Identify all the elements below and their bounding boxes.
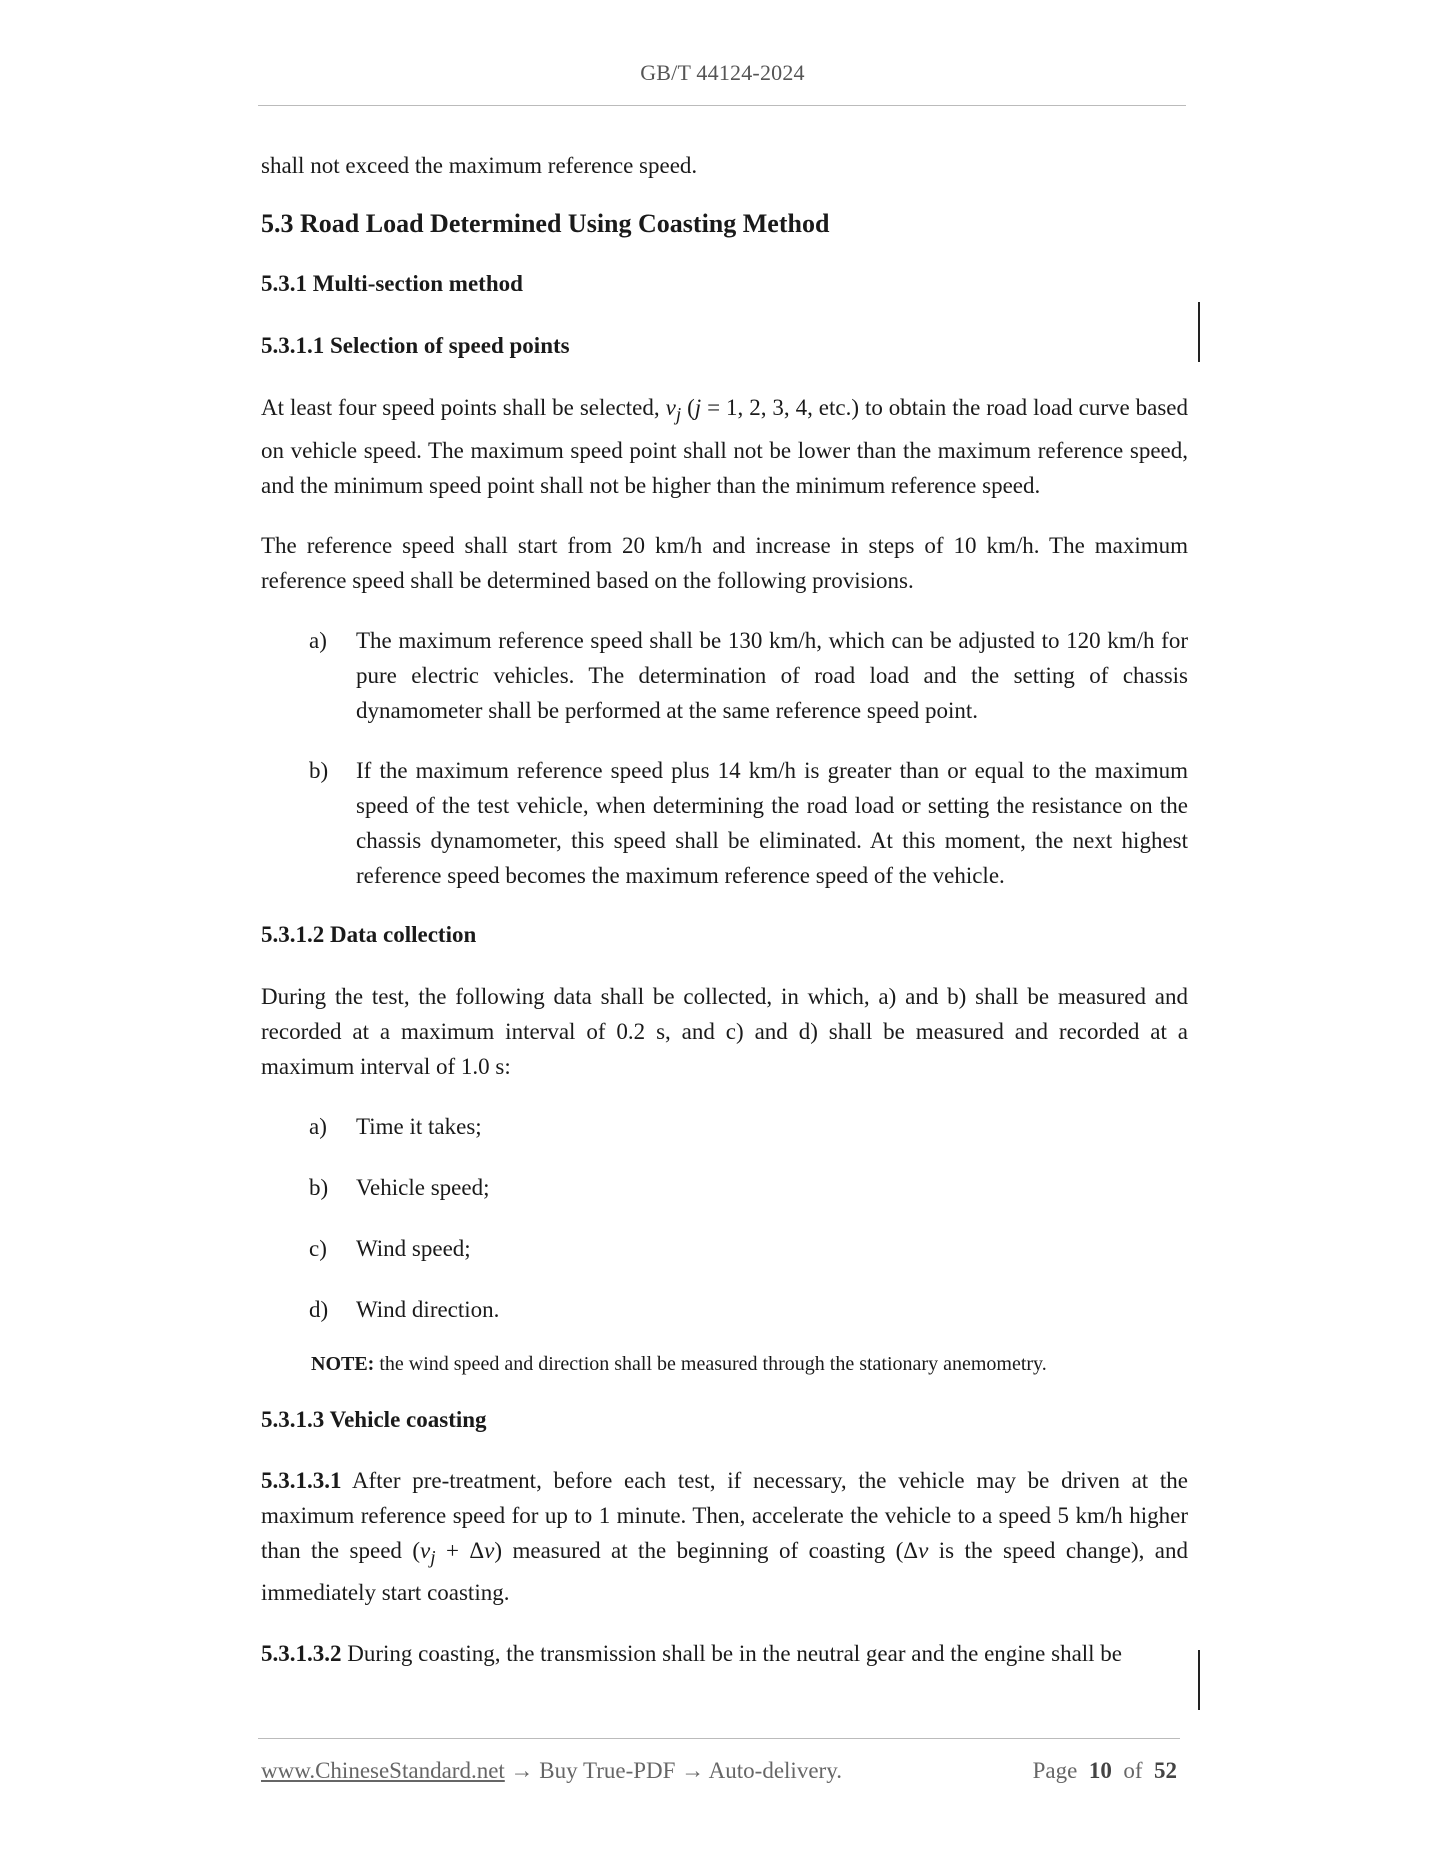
footer-promo (261, 1758, 842, 1784)
subsection-heading: 5.3.1.3 Vehicle coasting (261, 1406, 487, 1432)
subsection-heading: 5.3.1 Multi-section method (261, 271, 523, 296)
subsection-heading: 5.3.1.2 Data collection (261, 921, 477, 947)
change-bar (1198, 302, 1200, 362)
list-marker: d) (309, 1296, 329, 1322)
math-subscript: j (675, 404, 682, 426)
list-marker: b) (309, 1174, 329, 1200)
arrow-icon: → (675, 1758, 709, 1783)
paragraph: shall not exceed the maximum reference speed. (261, 153, 698, 178)
document-header: GB/T 44124-2024 (640, 60, 805, 85)
list-item (261, 753, 1188, 893)
math-var: v (420, 1537, 431, 1563)
section-heading: 5.3 Road Load Determined Using Coasting Method (261, 209, 830, 238)
data-list (261, 1109, 1188, 1327)
text-run: is the speed change), and immediately start coasting. (261, 1537, 1188, 1606)
list-item (261, 1231, 1188, 1266)
paragraph: The reference speed shall start from 20 km/h and increase in steps of 10 km/h. The maximum reference speed shall be determined based on the following provisions. (261, 532, 1188, 593)
paragraph (261, 1636, 1188, 1671)
note (261, 1349, 1188, 1379)
clause-number: 5.3.1.3.1 (261, 1467, 342, 1493)
list-marker: a) (309, 627, 327, 653)
website-link[interactable]: www.ChineseStandard.net (261, 1758, 505, 1783)
text-run: + Δ (435, 1537, 485, 1563)
text-run: ( (681, 395, 695, 420)
header-divider (258, 105, 1186, 106)
list-item (261, 623, 1188, 728)
list-item (261, 1292, 1188, 1327)
note-label: NOTE: (311, 1352, 375, 1375)
list-item-text: If the maximum reference speed plus 14 km/h is greater than or equal to the maximum speed of the test vehicle, when determining the road load or setting the resistance on the chassis dynamometer, this speed shall be eliminated. At this moment, the next highest reference speed becomes the maximum reference speed of the vehicle. (356, 757, 1188, 888)
paragraph: During the test, the following data shall be collected, in which, a) and b) shall be measured and recorded at a maximum interval of 0.2 s, and c) and d) shall be measured and recorded at a maximum interval of 1.0 s: (261, 983, 1188, 1079)
list-item-text: Wind direction. (356, 1296, 500, 1322)
list-item (261, 1109, 1188, 1144)
page-label: Page (1032, 1758, 1078, 1783)
list-marker: a) (309, 1113, 327, 1139)
arrow-icon: → (504, 1758, 540, 1783)
paragraph (261, 1463, 1188, 1611)
note-text: the wind speed and direction shall be measured through the stationary anemometry. (374, 1352, 1047, 1375)
list-item-text: Time it takes; (356, 1113, 482, 1139)
page-number (1033, 1758, 1177, 1784)
math-var: v (665, 395, 676, 420)
delivery-text: Auto-delivery. (708, 1758, 842, 1783)
math-var: v (484, 1537, 495, 1563)
math-var: j (694, 395, 702, 420)
buy-text: Buy True-PDF (539, 1758, 676, 1783)
list-item (261, 1170, 1188, 1205)
subsection-heading: 5.3.1.1 Selection of speed points (261, 333, 570, 358)
total-pages: 52 (1154, 1758, 1177, 1783)
change-bar (1198, 1650, 1200, 1710)
math-var: v (918, 1537, 929, 1563)
text-run: After pre-treatment, before each test, if necessary, the vehicle may be driven at the maximum reference speed for up to 1 minute. Then, accelerate the vehicle to a speed 5 km/h higher than the speed ( (261, 1467, 1188, 1563)
current-page: 10 (1088, 1758, 1112, 1783)
math-subscript: j (430, 1547, 436, 1569)
page-body (261, 148, 1188, 1671)
list-marker: b) (309, 757, 329, 783)
footer-divider (258, 1738, 1180, 1739)
text-run: ) measured at the beginning of coasting (Δ (494, 1537, 919, 1563)
list-item-text: The maximum reference speed shall be 130 km/h, which can be adjusted to 120 km/h for pure electric vehicles. The determination of road load and the setting of chassis dynamometer shall be performed at the same reference speed point. (356, 627, 1188, 723)
list-item-text: Vehicle speed; (356, 1174, 490, 1200)
list-marker: c) (309, 1235, 327, 1261)
page-of: of (1123, 1758, 1143, 1783)
paragraph (261, 390, 1188, 503)
clause-number: 5.3.1.3.2 (261, 1641, 342, 1667)
text-run: At least four speed points shall be selected, (261, 395, 666, 420)
text-run: = 1, 2, 3, 4, etc.) to obtain the road load curve based on vehicle speed. The maximum speed point shall not be lower than the maximum reference speed, and the minimum speed point shall not be higher than the minimum reference speed. (261, 395, 1188, 498)
text-run: During coasting, the transmission shall be in the neutral gear and the engine shall be (341, 1641, 1123, 1667)
list-item-text: Wind speed; (356, 1235, 471, 1261)
provision-list (261, 623, 1188, 893)
